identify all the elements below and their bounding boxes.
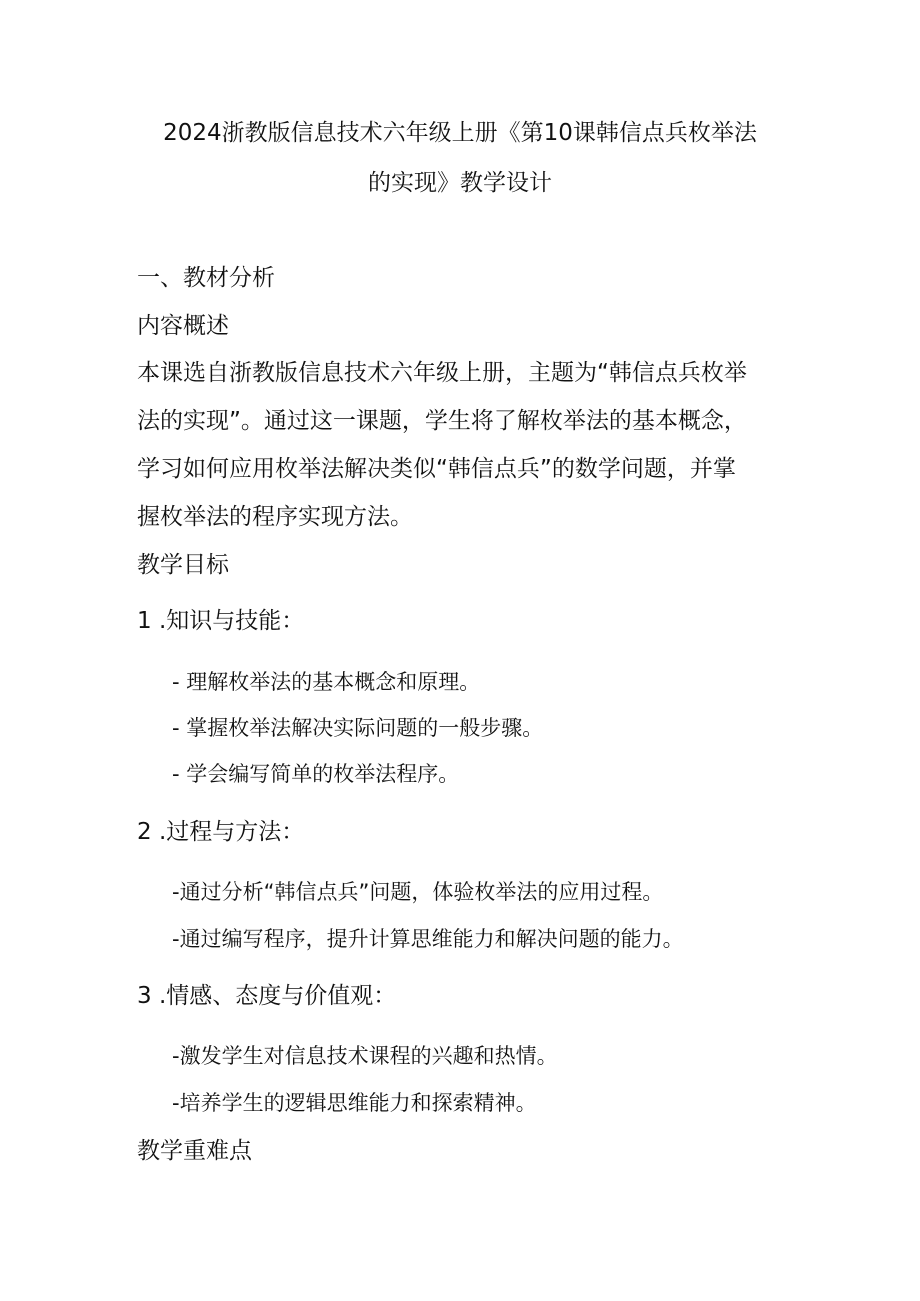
subheading-content-overview: 内容概述 xyxy=(137,313,229,339)
goal-3-item-1: -激发学生对信息技术课程的兴趣和热情。 xyxy=(172,1044,558,1068)
goal-3-title: 3 .情感、态度与价值观： xyxy=(137,983,397,1009)
goal-1-item-2: - 掌握枚举法解决实际问题的一般步骤。 xyxy=(172,716,544,740)
goal-1-item-3: - 学会编写简单的枚举法程序。 xyxy=(172,762,460,786)
subheading-key-difficult-points: 教学重难点 xyxy=(137,1138,252,1164)
section-heading-textbook-analysis: 一、教材分析 xyxy=(137,265,275,291)
goal-2-item-2: -通过编写程序，提升计算思维能力和解决问题的能力。 xyxy=(172,927,684,951)
overview-paragraph-line-3: 学习如何应用枚举法解决类似“韩信点兵”的数学问题，并掌 xyxy=(137,456,736,482)
goal-2-title: 2 .过程与方法： xyxy=(137,819,305,845)
overview-paragraph-line-2: 法的实现”。通过这一课题，学生将了解枚举法的基本概念， xyxy=(137,408,747,434)
overview-paragraph-line-1: 本课选自浙教版信息技术六年级上册，主题为“韩信点兵枚举 xyxy=(137,360,747,386)
goal-1-title: 1 .知识与技能： xyxy=(137,608,305,634)
overview-paragraph-line-4: 握枚举法的程序实现方法。 xyxy=(137,504,413,530)
goal-2-item-1: -通过分析“韩信点兵”问题，体验枚举法的应用过程。 xyxy=(172,880,664,904)
goal-3-item-2: -培养学生的逻辑思维能力和探索精神。 xyxy=(172,1091,537,1115)
goal-1-item-1: - 理解枚举法的基本概念和原理。 xyxy=(172,670,481,694)
subheading-teaching-goals: 教学目标 xyxy=(137,552,229,578)
document-title-line-2: 的实现》教学设计 xyxy=(368,170,552,196)
document-title-line-1: 2024浙教版信息技术六年级上册《第10课韩信点兵枚举法 xyxy=(163,120,757,146)
